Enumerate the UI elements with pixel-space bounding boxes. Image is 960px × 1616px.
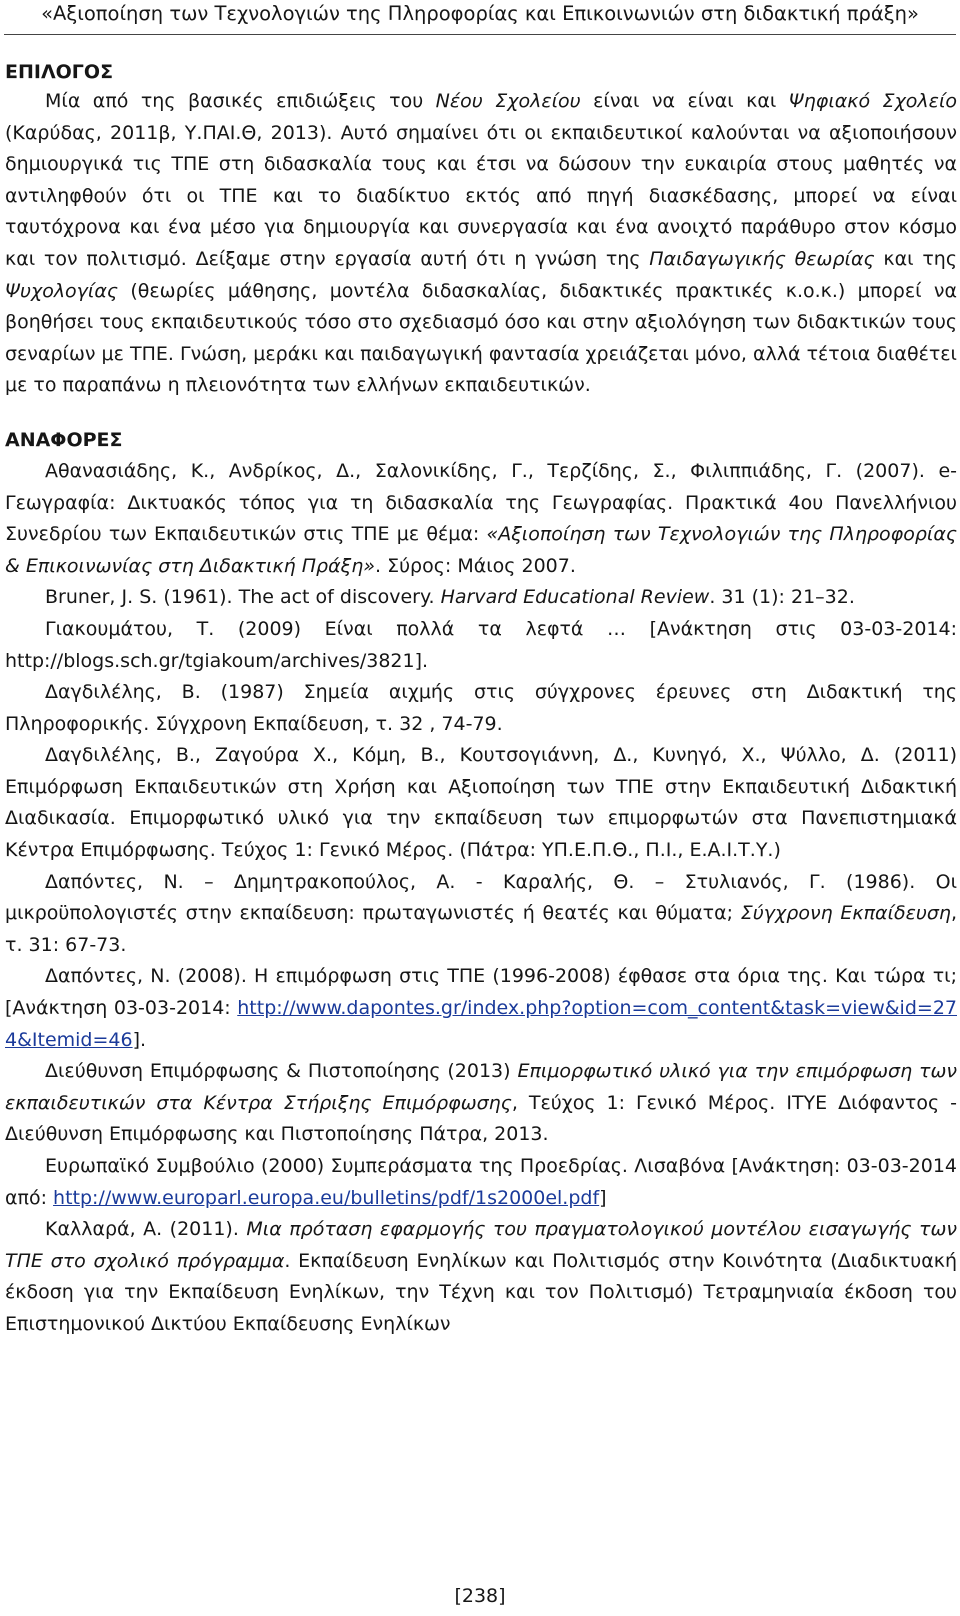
epilogue-heading: ΕΠΙΛΟΓΟΣ [5,61,114,83]
references-heading: ΑΝΑΦΟΡΕΣ [5,428,123,451]
dapontes-link[interactable]: http://www.dapontes.gr/index.php?option=com_content&task=view&id=274&Itemid=46 [5,997,957,1051]
header-title: «Αξιοποίηση των Τεχνολογιών της Πληροφορίας και Επικοινωνιών στη διδακτική πράξη» [41,2,919,25]
reference-item: Δαπόντες, Ν. (2008). Η επιμόρφωση στις ΤΠΕ (1996-2008) έφθασε στα όρια της. Και τώρα τι; [Ανάκτηση 03-03-2014: http://www.dapontes.gr/index.php?option=com_content&task=view&id=274&Itemid=46]. [5,965,957,1051]
reference-item: Δαπόντες, Ν. – Δημητρακοπούλος, Α. - Καραλής, Θ. – Στυλιανός, Γ. (1986). Οι μικροϋπολογιστές στην εκπαίδευση: πρωταγωνιστές ή θεατές και θύματα; Σύγχρονη Εκπαίδευση, τ. 31: 67-73. [5,870,957,956]
reference-item: Ευρωπαϊκό Συμβούλιο (2000) Συμπεράσματα της Προεδρίας. Λισαβόνα [Ανάκτηση: 03-03-2014 από: http://www.europarl.europa.eu/bulletins/pdf/1s2000el.pdf] [5,1155,957,1209]
reference-item: Διεύθυνση Επιμόρφωσης & Πιστοποίησης (2013) Επιμορφωτικό υλικό για την επιμόρφωση των εκπαιδευτικών στα Κέντρα Στήριξης Επιμόρφωσης, Τεύχος 1: Γενικό Μέρος. ΙΤΥΕ Διόφαντος - Διεύθυνση Επιμόρφωσης και Πιστοποίησης Πάτρα, 2013. [5,1060,957,1146]
epilogue-paragraph: Μία από της βασικές επιδιώξεις του Νέου Σχολείου είναι να είναι και Ψηφιακό Σχολείο (Καρύδας, 2011β, Υ.ΠΑΙ.Θ, 2013). Αυτό σημαίνει ότι οι εκπαιδευτικοί καλούνται να αξιοποιήσουν δημιουργικά τις ΤΠΕ στη διδασκαλία τους και έτσι να δώσουν την ευκαιρία στους μαθητές να αντιληφθούν ότι οι ΤΠΕ και το διαδίκτυο εκτός από πηγή διασκέδασης, μπορεί να είναι ταυτόχρονα και ένα μέσο για δημιουργία και συνεργασία και ένα ανοιχτό παράθυρο στον κόσμο και τον πολιτισμό. Δείξαμε στην εργασία αυτή ότι η γνώση της Παιδαγωγικής θεωρίας και της Ψυχολογίας (θεωρίες μάθησης, μοντέλα διδασκαλίας, διδακτικές πρακτικές κ.ο.κ.) μπορεί να βοηθήσει τους εκπαιδευτικούς τόσο στο σχεδιασμό όσο και στην αξιολόγηση των διδακτικών τους σεναρίων με ΤΠΕ. Γνώση, μεράκι και παιδαγωγική φαντασία χρειάζεται μόνο, αλλά τέτοια διαθέτει με το παραπάνω η πλειονότητα των ελλήνων εκπαιδευτικών. [5,90,958,397]
reference-item: Αθανασιάδης, Κ., Ανδρίκος, Δ., Σαλονικίδης, Γ., Τερζίδης, Σ., Φιλιππιάδης, Γ. (2007). e-Γεωγραφία: Δικτυακός τόπος για τη διδασκαλία της Γεωγραφίας. Πρακτικά 4ου Πανελλήνιου Συνεδρίου των Εκπαιδευτικών στις ΤΠΕ με θέμα: «Αξιοποίηση των Τεχνολογιών της Πληροφορίας & Επικοινωνίας στη Διδακτική Πράξη». Σύρος: Μάιος 2007. [5,459,957,577]
header-divider [4,34,956,35]
reference-item: Δαγδιλέλης, Β., Ζαγούρα Χ., Κόμη, Β., Κουτσογιάννη, Δ., Κυνηγό, Χ., Ψύλλο, Δ. (2011) Επιμόρφωση Εκπαιδευτικών στη Χρήση και Αξιοποίηση των ΤΠΕ στην Εκπαιδευτική Διδακτική Διαδικασία. Επιμορφωτικό υλικό για την εκπαίδευση των επιμορφωτών στα Πανεπιστημιακά Κέντρα Επιμόρφωσης. Τεύχος 1: Γενικό Μέρος. (Πάτρα: ΥΠ.Ε.Π.Θ., Π.Ι., Ε.Α.Ι.Τ.Υ.) [5,744,957,862]
europarl-link[interactable]: http://www.europarl.europa.eu/bulletins/pdf/1s2000el.pdf [53,1186,600,1209]
reference-item: Δαγδιλέλης, Β. (1987) Σημεία αιχμής στις σύγχρονες έρευνες στη Διδακτική της Πληροφορικής. Σύγχρονη Εκπαίδευση, τ. 32 , 74-79. [5,681,957,735]
reference-item: Γιακουμάτου, Τ. (2009) Είναι πολλά τα λεφτά … [Ανάκτηση στις 03-03-2014: http://blogs.sch.gr/tgiakoum/archives/3821]. [5,617,957,672]
reference-item: Bruner, J. S. (1961). The act of discovery. Harvard Educational Review. 31 (1): 21–32. [45,586,855,609]
reference-item: Καλλαρά, Α. (2011). Μια πρόταση εφαρμογής του πραγματολογικού μοντέλου εισαγωγής των ΤΠΕ στο σχολικό πρόγραμμα. Εκπαίδευση Ενηλίκων και Πολιτισμός στην Κοινότητα (Διαδικτυακή έκδοση για την Εκπαίδευση Ενηλίκων, την Τέχνη και τον Πολιτισμό) Τετραμηνιαία έκδοση του Επιστημονικού Δικτύου Εκπαίδευσης Ενηλίκων [5,1218,958,1335]
page-body [5,58,957,1341]
page-number: [238] [454,1585,506,1607]
